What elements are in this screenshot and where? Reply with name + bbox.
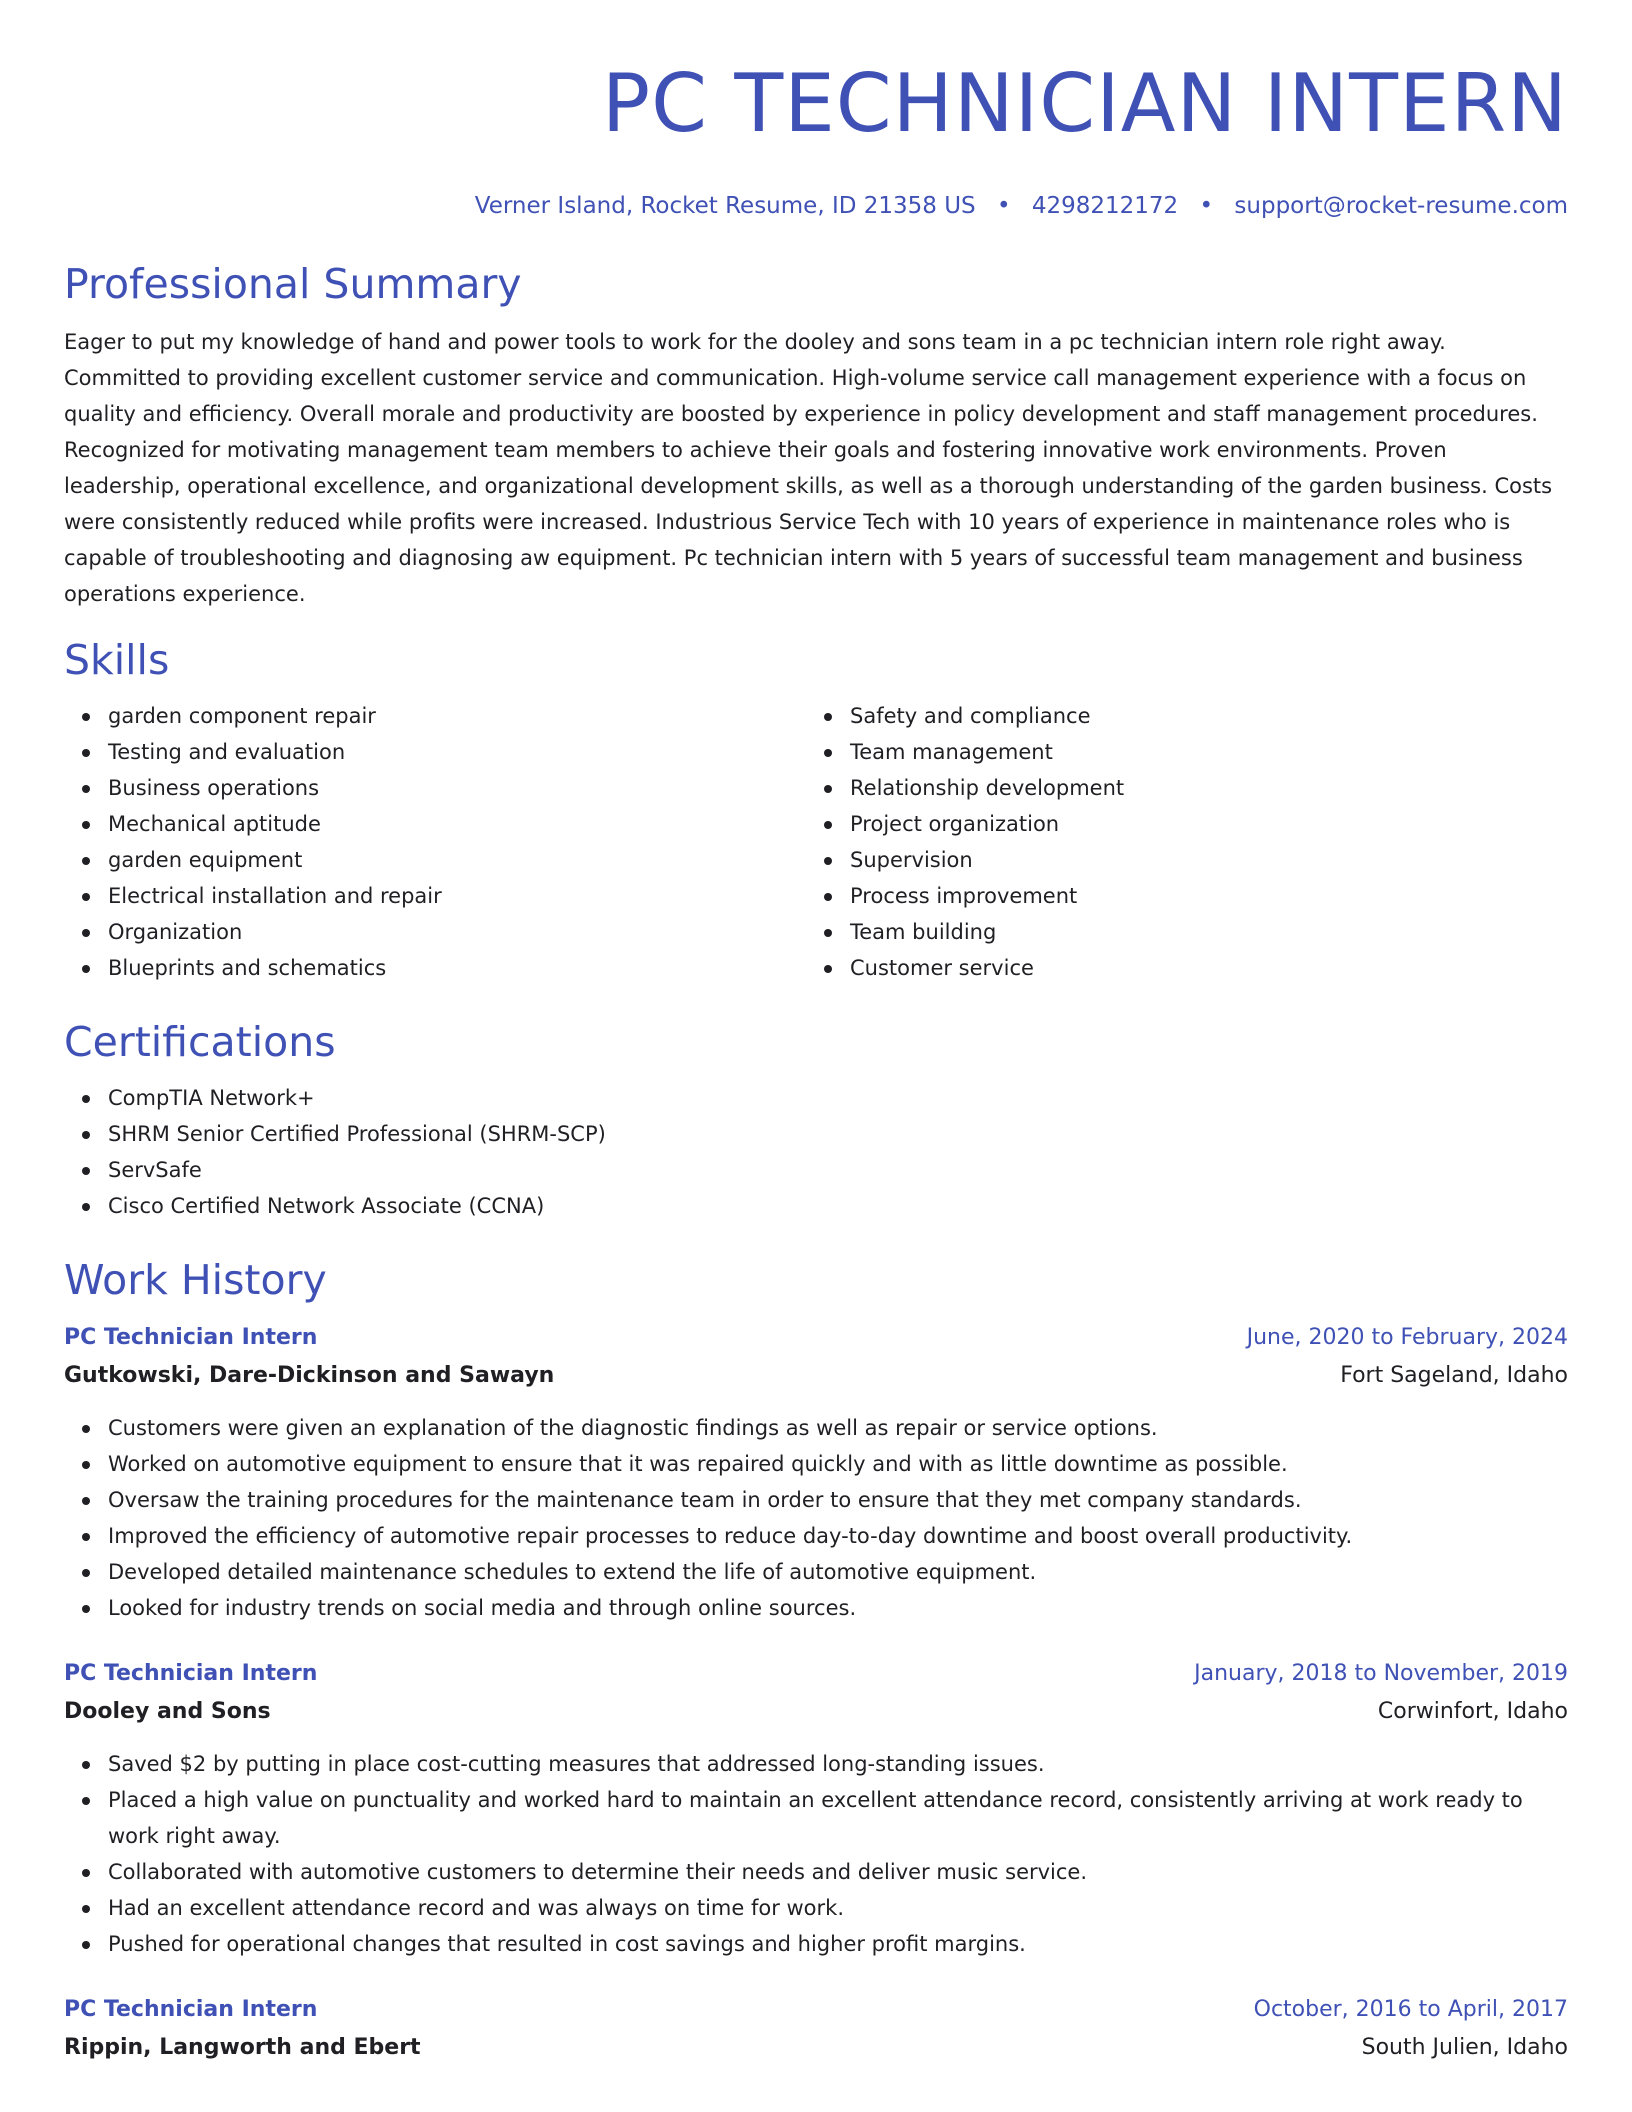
skill-item: Team building: [850, 914, 1548, 950]
job-bullet: Had an excellent attendance record and was always on time for work.: [108, 1890, 1568, 1926]
job-company-row: [64, 1692, 1568, 1732]
certification-item: ServSafe: [108, 1152, 1568, 1188]
skill-item: Electrical installation and repair: [108, 878, 806, 914]
job-bullet: Placed a high value on punctuality and worked hard to maintain an excellent attendance record, consistently arriving at work ready to work right away.: [108, 1782, 1568, 1854]
skill-item: garden component repair: [108, 698, 806, 734]
contact-separator: •: [1199, 193, 1214, 219]
contact-address: Verner Island, Rocket Resume, ID 21358 US: [474, 193, 976, 219]
skills-column-right: [806, 698, 1548, 986]
job-bullet: Oversaw the training procedures for the maintenance team in order to ensure that they met company standards.: [108, 1482, 1568, 1518]
skill-item: Relationship development: [850, 770, 1548, 806]
skill-item: garden equipment: [108, 842, 806, 878]
job-dates: January, 2018 to November, 2019: [1194, 1661, 1568, 1686]
skills-list-left: [64, 698, 806, 986]
skill-item: Customer service: [850, 950, 1548, 986]
job-header-row: [64, 1656, 1568, 1692]
certification-item: Cisco Certified Network Associate (CCNA): [108, 1188, 1568, 1224]
job-bullets: [64, 1746, 1568, 1962]
job-title: PC Technician Intern: [64, 1661, 318, 1686]
skill-item: Process improvement: [850, 878, 1548, 914]
resume-page: [64, 0, 1568, 2068]
certifications-heading: Certifications: [64, 1018, 336, 1066]
contact-separator: •: [996, 193, 1011, 219]
job-bullet: Pushed for operational changes that resulted in cost savings and higher profit margins.: [108, 1926, 1568, 1962]
job-company-row: [64, 1356, 1568, 1396]
job-bullet: Developed detailed maintenance schedules to extend the life of automotive equipment.: [108, 1554, 1568, 1590]
job-bullet: Customers were given an explanation of the diagnostic findings as well as repair or service options.: [108, 1410, 1568, 1446]
skill-item: Organization: [108, 914, 806, 950]
job-company: Dooley and Sons: [64, 1699, 271, 1724]
certification-item: CompTIA Network+: [108, 1080, 1568, 1116]
skill-item: Safety and compliance: [850, 698, 1548, 734]
skill-item: Team management: [850, 734, 1548, 770]
skill-item: Project organization: [850, 806, 1548, 842]
job-dates: October, 2016 to April, 2017: [1253, 1997, 1568, 2022]
skill-item: Blueprints and schematics: [108, 950, 806, 986]
job-bullets: [64, 1410, 1568, 1626]
certifications-list: [64, 1080, 1568, 1224]
job-dates: June, 2020 to February, 2024: [1246, 1325, 1568, 1350]
skills-column-left: [64, 698, 806, 986]
job-bullet: Collaborated with automotive customers to determine their needs and deliver music service.: [108, 1854, 1568, 1890]
summary-text: Eager to put my knowledge of hand and power tools to work for the dooley and sons team in a pc technician intern role right away. Committed to providing excellent customer service and communication. High-volume service call management experience with a focus on quality and efficiency. Overall morale and productivity are boosted by experience in policy development and staff management procedures. Recognized for motivating management team members to achieve their goals and fostering innovative work environments. Proven leadership, operational excellence, and organizational development skills, as well as a thorough understanding of the garden business. Costs were consistently reduced while profits were increased. Industrious Service Tech with 10 years of experience in maintenance roles who is capable of troubleshooting and diagnosing aw equipment. Pc technician intern with 5 years of successful team management and business operations experience.: [64, 330, 1553, 606]
skill-item: Mechanical aptitude: [108, 806, 806, 842]
job-title: PC Technician Intern: [64, 1325, 318, 1350]
skills-list-right: [806, 698, 1548, 986]
work-history-heading: Work History: [64, 1256, 327, 1304]
job-bullet: Saved $2 by putting in place cost-cutting measures that addressed long-standing issues.: [108, 1746, 1568, 1782]
job-location: South Julien, Idaho: [1361, 2035, 1568, 2060]
job-title: PC Technician Intern: [64, 1997, 318, 2022]
skills-grid: [64, 698, 1568, 986]
job-header-row: [64, 1992, 1568, 2028]
job-entry: [64, 1656, 1568, 1962]
job-bullet: Worked on automotive equipment to ensure that it was repaired quickly and with as little downtime as possible.: [108, 1446, 1568, 1482]
job-location: Corwinfort, Idaho: [1377, 1699, 1568, 1724]
job-header-row: [64, 1320, 1568, 1356]
job-bullet: Looked for industry trends on social media and through online sources.: [108, 1590, 1568, 1626]
summary-heading: Professional Summary: [64, 260, 522, 308]
contact-email[interactable]: support@rocket-resume.com: [1234, 193, 1568, 219]
skill-item: Supervision: [850, 842, 1548, 878]
resume-title: PC TECHNICIAN INTERN: [601, 57, 1568, 150]
job-bullet: Improved the efficiency of automotive repair processes to reduce day-to-day downtime and boost overall productivity.: [108, 1518, 1568, 1554]
certification-item: SHRM Senior Certified Professional (SHRM-SCP): [108, 1116, 1568, 1152]
job-location: Fort Sageland, Idaho: [1340, 1363, 1568, 1388]
contact-phone: 4298212172: [1031, 193, 1179, 219]
job-entry: [64, 1992, 1568, 2068]
job-company-row: [64, 2028, 1568, 2068]
skills-heading: Skills: [64, 636, 170, 684]
skill-item: Testing and evaluation: [108, 734, 806, 770]
contact-line: [64, 190, 1568, 222]
job-company: Gutkowski, Dare-Dickinson and Sawayn: [64, 1363, 555, 1388]
skill-item: Business operations: [108, 770, 806, 806]
job-entry: [64, 1320, 1568, 1626]
job-company: Rippin, Langworth and Ebert: [64, 2035, 421, 2060]
